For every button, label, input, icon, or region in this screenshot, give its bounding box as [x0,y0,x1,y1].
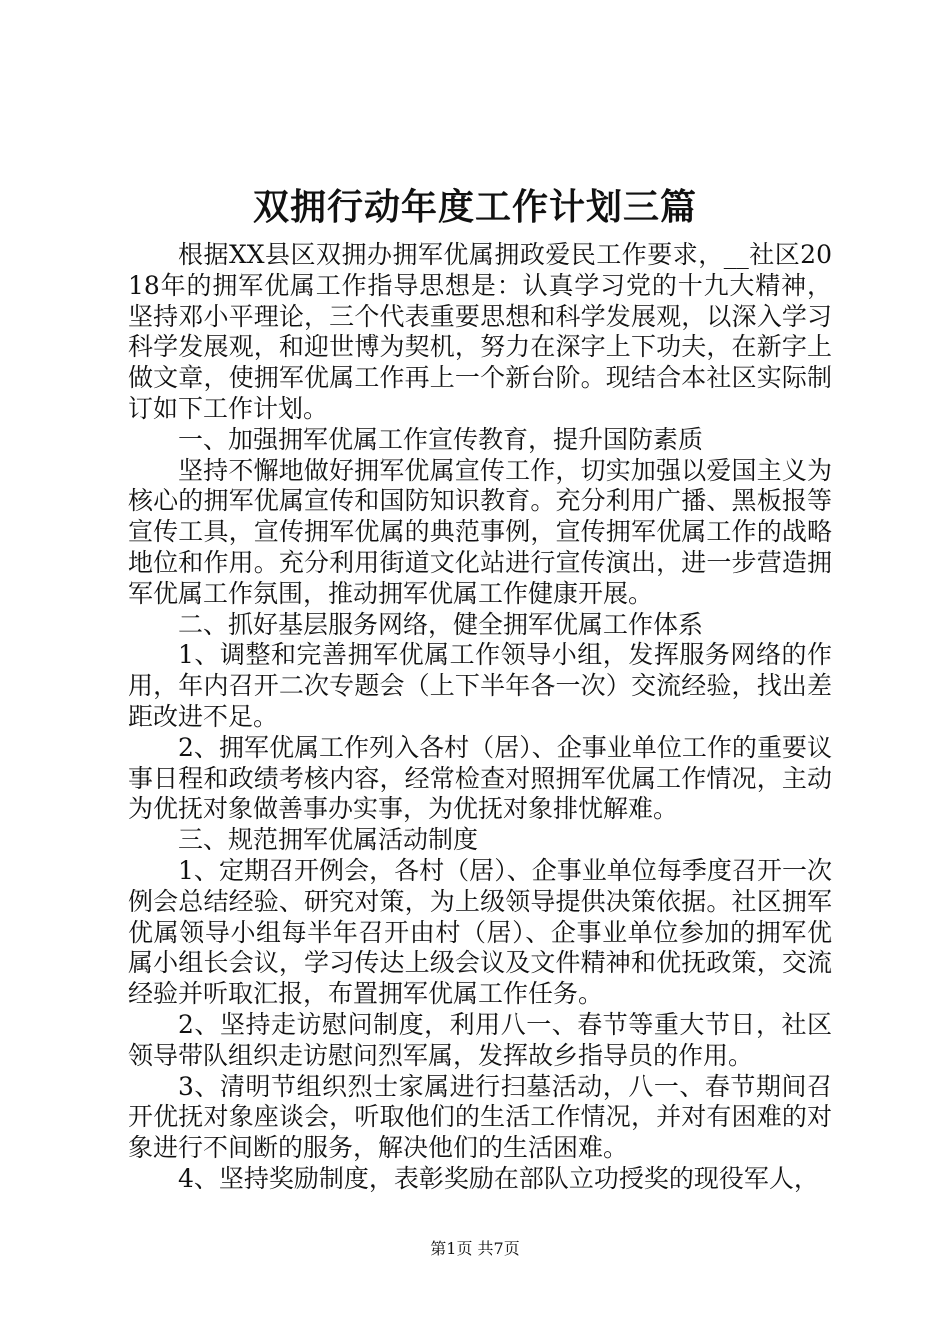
document-title: 双拥行动年度工作计划三篇 [252,186,697,228]
paragraph-section-2-item-1: 1、调整和完善拥军优属工作领导小组，发挥服务网络的作用，年内召开二次专题会（上下半年各一次）交流经验，找出差距改进不足。 [128,640,832,731]
paragraph-section-3-item-2: 2、坚持走访慰问制度，利用八一、春节等重大节日，社区领导带队组织走访慰问烈军属，发挥故乡指导员的作用。 [128,1009,832,1070]
page-number-footer: 第1页 共7页 [430,1239,520,1258]
paragraph-section-3-item-1: 1、定期召开例会，各村（居）、企事业单位每季度召开一次例会总结经验、研究对策，为上级领导提供决策依据。社区拥军优属领导小组每半年召开由村（居）、企事业单位参加的拥军优属小组长会议，学习传达上级会议及文件精神和优抚政策，交流经验并听取汇报，布置拥军优属工作任务。 [128,855,832,1009]
section-heading-1: 一、加强拥军优属工作宣传教育，提升国防素质 [178,424,704,454]
paragraph-section-3-item-3: 3、清明节组织烈士家属进行扫墓活动，八一、春节期间召开优抚对象座谈会，听取他们的生活工作情况，并对有困难的对象进行不间断的服务，解决他们的生活困难。 [128,1071,832,1163]
section-heading-2: 二、抓好基层服务网络，健全拥军优属工作体系 [178,609,704,639]
section-heading-3: 三、规范拥军优属活动制度 [178,825,479,855]
paragraph-section-2-item-2: 2、拥军优属工作列入各村（居）、企事业单位工作的重要议事日程和政绩考核内容，经常检查对照拥军优属工作情况，主动为优抚对象做善事办实事，为优抚对象排忧解难。 [128,732,832,824]
document-body [128,240,832,1195]
paragraph-section-3-item-4: 4、坚持奖励制度，表彰奖励在部队立功授奖的现役军人， [178,1163,819,1193]
paragraph-intro: 根据XX县区双拥办拥军优属拥政爱民工作要求，__社区2018年的拥军优属工作指导思想是：认真学习党的十九大精神，坚持邓小平理论，三个代表重要思想和科学发展观，以深入学习科学发展观，和迎世博为契机，努力在深字上下功夫，在新字上做文章，使拥军优属工作再上一个新台阶。现结合本社区实际制订如下工作计划。 [128,240,832,423]
paragraph-section-1: 坚持不懈地做好拥军优属宣传工作，切实加强以爱国主义为核心的拥军优属宣传和国防知识教育。充分利用广播、黑板报等宣传工具，宣传拥军优属的典范事例，宣传拥军优属工作的战略地位和作用。充分利用街道文化站进行宣传演出，进一步营造拥军优属工作氛围，推动拥军优属工作健康开展。 [128,455,832,608]
